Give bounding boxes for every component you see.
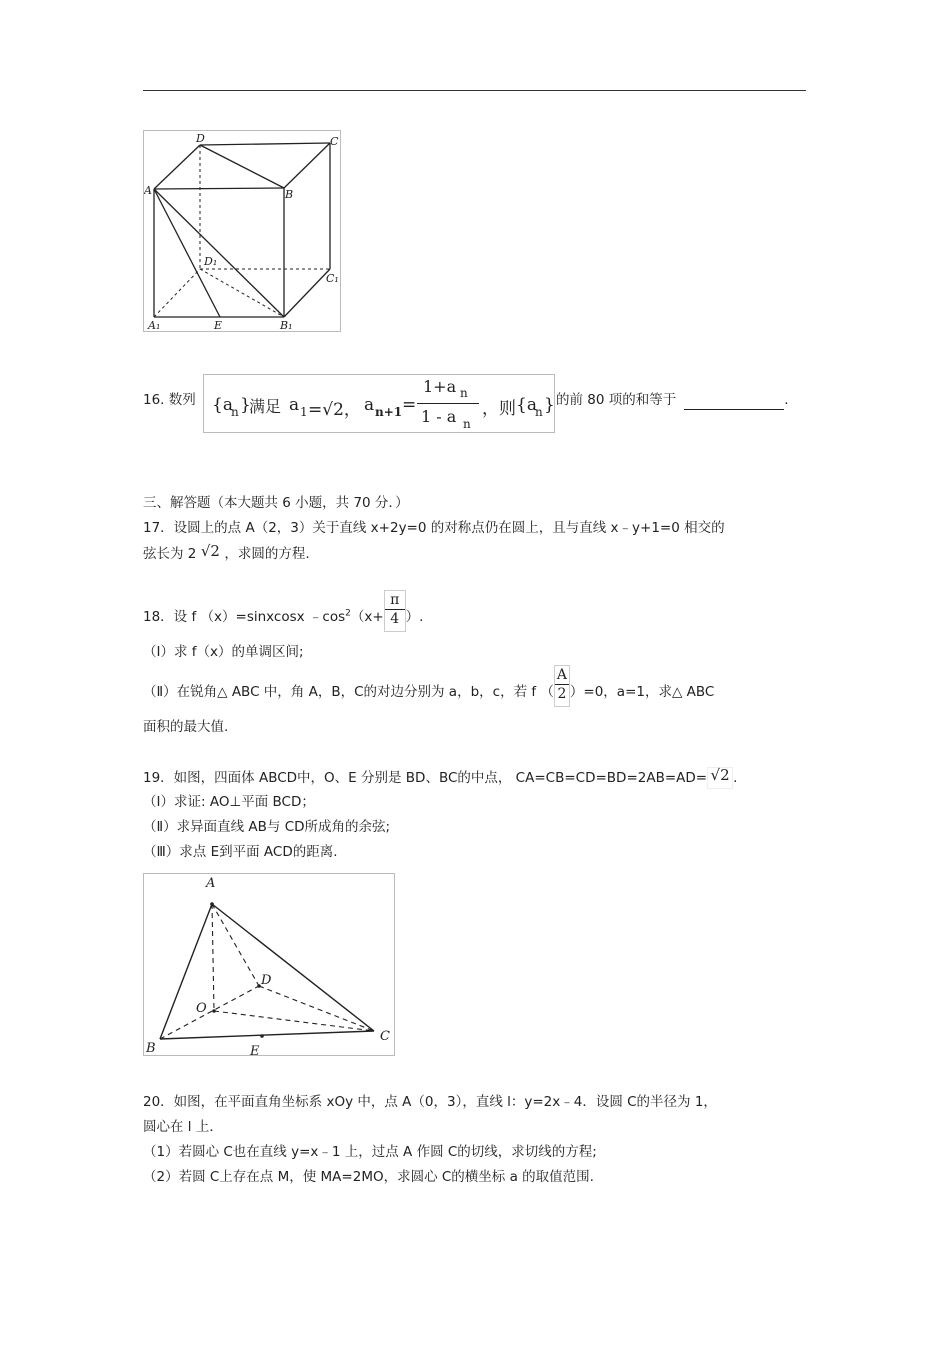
q19-part3: （Ⅲ）求点 E到平面 ACD的距离.	[143, 844, 338, 860]
a1-sub: 1	[300, 405, 308, 419]
label-D1: D₁	[204, 255, 218, 268]
label-A: A	[144, 184, 152, 197]
an1: a	[364, 395, 375, 415]
frac-bar	[417, 403, 479, 404]
tetrahedron-diagram	[144, 874, 394, 1055]
half-numerator: A	[556, 667, 567, 683]
section-3-heading: 三、解答题（本大题共 6 小题，共 70 分．）	[143, 495, 409, 511]
half-denominator: 2	[557, 686, 567, 702]
q18-paren: （x+	[350, 609, 384, 625]
then-text: ，则	[482, 399, 516, 419]
header-rule	[143, 90, 806, 91]
q20-line2: 圆心在 l 上．	[143, 1119, 223, 1135]
four-denominator: 4	[390, 611, 400, 627]
seq-sub: n	[231, 405, 239, 419]
frac-den-sub: n	[463, 417, 471, 431]
tetrahedron-figure	[143, 873, 395, 1056]
q17-chord-suffix: ，求圆的方程.	[224, 546, 310, 562]
label-E: E	[250, 1044, 260, 1055]
q18-func: 18．设 f （x）=sinxcosx ﹣cos	[143, 609, 346, 625]
q18-half-frac	[554, 665, 570, 707]
seq2-open: {a	[516, 395, 537, 415]
q19-end: .	[733, 770, 738, 786]
q16-prefix: 16. 数列	[143, 392, 196, 408]
label-B: B	[146, 1041, 156, 1055]
frac-den: 1 - a	[421, 407, 457, 426]
frac-num-sub: n	[460, 386, 468, 400]
prism-diagram	[144, 131, 340, 331]
q17-chord-prefix: 弦长为 2	[143, 546, 197, 562]
label-B: B	[285, 188, 294, 201]
q20-line1: 20．如图，在平面直角坐标系 xOy 中，点 A（0，3），直线 l：y=2x﹣4．设圆 C的半径为 1，	[143, 1094, 717, 1110]
q18-part2-cont: 面积的最大值.	[143, 719, 229, 735]
frac-num: 1+a	[423, 377, 457, 396]
q18-part2	[143, 667, 715, 707]
prism-figure	[143, 130, 341, 332]
q16-end: .	[784, 392, 789, 408]
q18-part1: （Ⅰ）求 f（x）的单调区间;	[143, 644, 304, 660]
q18-end: ）.	[405, 609, 424, 625]
q18-part2-text: （Ⅱ）在锐角△ ABC 中，角 A，B，C的对边分别为 a，b，c，若 f （	[143, 684, 554, 700]
label-C1: C₁	[326, 272, 339, 285]
label-O: O	[196, 1001, 207, 1016]
q17-line1: 17．设圆上的点 A（2，3）关于直线 x+2y=0 的对称点仍在圆上，且与直线 x﹣y+1=0 相交的	[143, 520, 725, 536]
seq2-sub: n	[535, 405, 543, 419]
q18-line1	[143, 592, 424, 632]
an1-sub: n+1	[375, 405, 403, 419]
q18-part2-tail: ）=0，a=1，求△ ABC	[569, 684, 715, 700]
label-D: D	[261, 973, 272, 988]
q20-part2: （2）若圆 C上存在点 M，使 MA=2MO，求圆心 C的横坐标 a 的取值范围.	[143, 1169, 594, 1185]
answer-blank	[684, 395, 784, 410]
seq2-close: }	[544, 395, 555, 415]
cond-text: 满足	[249, 397, 282, 416]
label-C: C	[330, 135, 339, 148]
q17-line2	[143, 543, 310, 565]
q20-part1: （1）若圆心 C也在直线 y=x﹣1 上，过点 A 作圆 C的切线，求切线的方程;	[143, 1144, 597, 1160]
seq-open: {a	[212, 395, 233, 415]
pi-numerator: π	[385, 591, 405, 610]
label-D: D	[196, 132, 205, 145]
q17-root: √2	[196, 543, 224, 565]
q19-line1	[143, 767, 737, 789]
a1: a	[289, 395, 300, 415]
q16-formula	[203, 374, 555, 433]
label-A1: A₁	[148, 319, 161, 331]
seq-close: }	[240, 395, 251, 415]
label-C: C	[380, 1029, 390, 1044]
label-B1: B₁	[280, 319, 293, 331]
q19-part2: （Ⅱ）求异面直线 AB与 CD所成角的余弦;	[143, 819, 391, 835]
q19-stem: 19．如图，四面体 ABCD中，O、E 分别是 BD、BC的中点， CA=CB=CD=BD=2AB=AD=	[143, 770, 708, 786]
q16-suffix	[556, 390, 789, 410]
q18-sup: 2	[345, 608, 351, 619]
q18-frac	[384, 590, 406, 632]
q19-root: √2	[707, 767, 733, 789]
label-E: E	[214, 319, 223, 331]
q19-part1: （Ⅰ）求证: AO⊥平面 BCD；	[143, 794, 315, 810]
label-A: A	[206, 876, 216, 891]
eq-sign: =	[402, 395, 417, 415]
a1-value: =√2，	[308, 400, 361, 420]
q16-suffix-text: 的前 80 项的和等于	[556, 392, 677, 408]
